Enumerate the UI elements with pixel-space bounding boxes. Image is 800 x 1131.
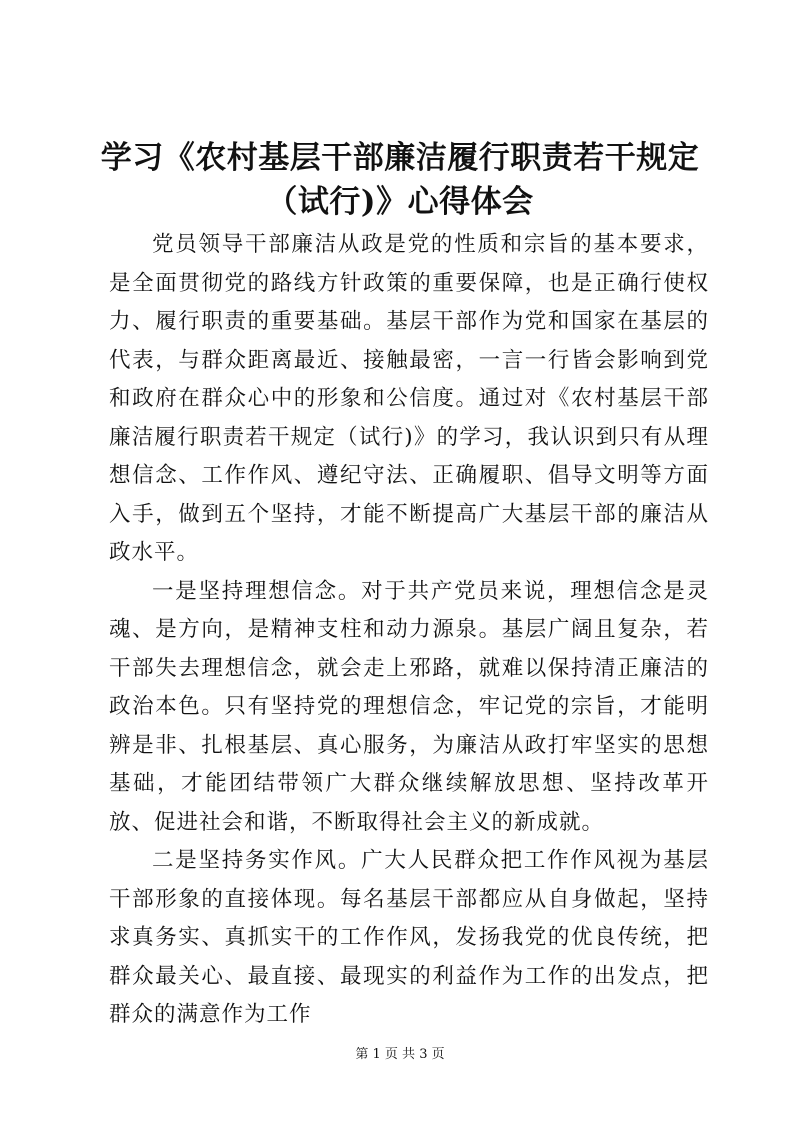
title-line-2: （试行)》心得体会 [266, 184, 534, 220]
document-title [60, 136, 740, 224]
document-body [109, 226, 709, 1035]
page-number-footer: 第 1 页 共 3 页 [355, 1047, 445, 1062]
paragraph-ideals: 一是坚持理想信念。对于共产党员来说，理想信念是灵魂、是方向，是精神支柱和动力源泉。基层广阔且复杂，若干部失去理想信念，就会走上邪路，就难以保持清正廉洁的政治本色。只有坚持党的理想信念，牢记党的宗旨，才能明辨是非、扎根基层、真心服务，为廉洁从政打牢坚实的思想基础，才能团结带领广大群众继续解放思想、坚持改革开放、促进社会和谐，不断取得社会主义的新成就。 [109, 578, 709, 835]
title-line-1: 学习《农村基层干部廉洁履行职责若干规定 [100, 140, 700, 176]
paragraph-intro: 党员领导干部廉洁从政是党的性质和宗旨的基本要求，是全面贯彻党的路线方针政策的重要保障，也是正确行使权力、履行职责的重要基础。基层干部作为党和国家在基层的代表，与群众距离最近、接触最密，一言一行皆会影响到党和政府在群众心中的形象和公信度。通过对《农村基层干部廉洁履行职责若干规定（试行)》的学习，我认识到只有从理想信念、工作作风、遵纪守法、正确履职、倡导文明等方面入手，做到五个坚持，才能不断提高广大基层干部的廉洁从政水平。 [109, 232, 709, 565]
paragraph-work-style: 二是坚持务实作风。广大人民群众把工作作风视为基层干部形象的直接体现。每名基层干部都应从自身做起，坚持求真务实、真抓实干的工作作风，发扬我党的优良传统，把群众最关心、最直接、最现实的利益作为工作的出发点，把群众的满意作为工作 [109, 848, 709, 1027]
